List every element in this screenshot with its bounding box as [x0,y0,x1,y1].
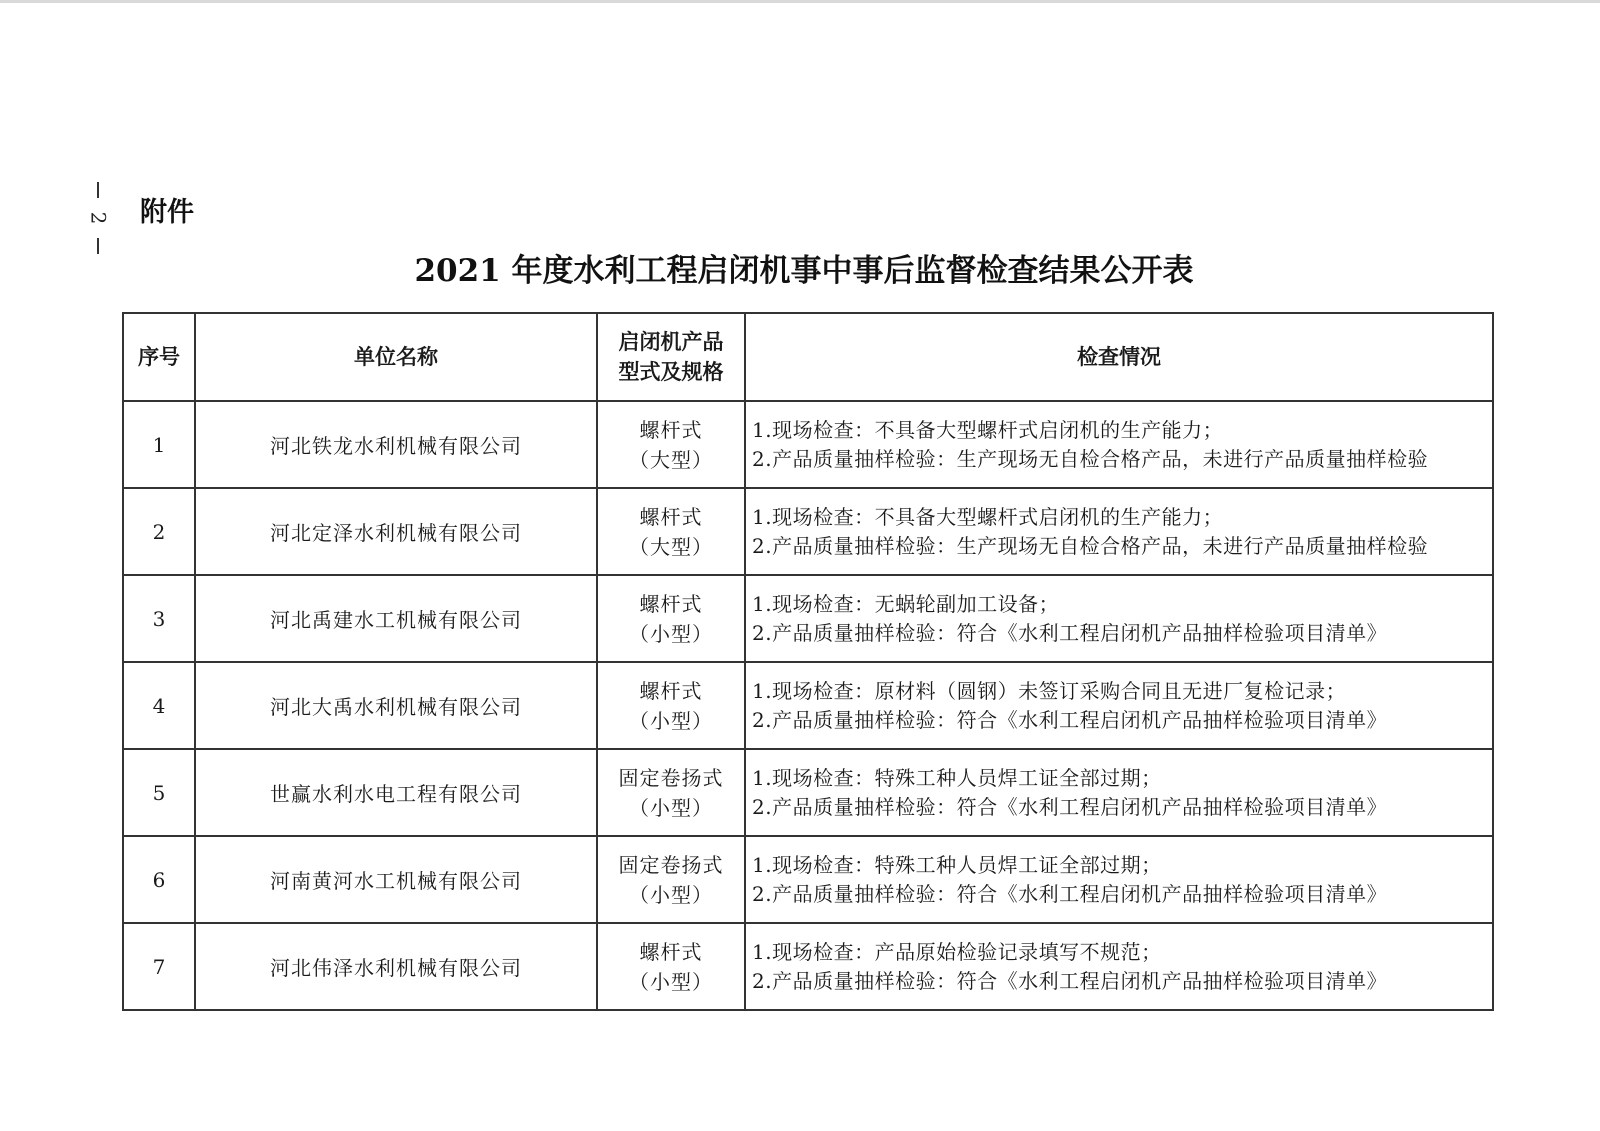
row-inspection [745,923,1493,1010]
row-type: 螺杆式 [639,939,703,964]
page-top-edge [0,0,1600,3]
row-size: （大型） [629,534,713,559]
row-type: 螺杆式 [639,678,703,703]
header-no: 序号 [123,313,195,401]
row-size: （小型） [629,969,713,994]
table-row [123,836,1493,923]
header-product-type-line1: 启闭机产品 [618,330,724,354]
row-inspection [745,488,1493,575]
row-product-type [597,749,745,836]
page-number-dash-bottom [97,238,99,254]
row-check-onsite: 1.现场检查：无蜗轮副加工设备； [752,591,1060,616]
row-no: 2 [123,488,195,575]
row-unit-name: 河北禹建水工机械有限公司 [195,575,597,662]
table-row [123,488,1493,575]
attachment-label: 附件 [140,197,194,228]
page-number-value: 2 [85,211,110,225]
row-type: 螺杆式 [639,591,703,616]
row-product-type [597,923,745,1010]
row-size: （小型） [629,708,713,733]
row-product-type [597,488,745,575]
row-check-sampling: 2.产品质量抽样检验：符合《水利工程启闭机产品抽样检验项目清单》 [752,968,1388,993]
table-row [123,662,1493,749]
row-type: 螺杆式 [639,504,703,529]
page-number-dash-top [97,182,99,198]
row-check-sampling: 2.产品质量抽样检验：符合《水利工程启闭机产品抽样检验项目清单》 [752,881,1388,906]
row-size: （大型） [629,447,713,472]
row-check-onsite: 1.现场检查：特殊工种人员焊工证全部过期； [752,765,1162,790]
row-check-onsite: 1.现场检查：不具备大型螺杆式启闭机的生产能力； [752,417,1224,442]
row-inspection [745,662,1493,749]
row-inspection [745,749,1493,836]
row-check-sampling: 2.产品质量抽样检验：符合《水利工程启闭机产品抽样检验项目清单》 [752,707,1388,732]
row-unit-name: 河北铁龙水利机械有限公司 [195,401,597,488]
row-no: 1 [123,401,195,488]
row-unit-name: 河北定泽水利机械有限公司 [195,488,597,575]
table-header-row [123,313,1493,401]
table-row [123,749,1493,836]
row-unit-name: 世赢水利水电工程有限公司 [195,749,597,836]
header-product-type [597,313,745,401]
row-unit-name: 河南黄河水工机械有限公司 [195,836,597,923]
row-unit-name: 河北大禹水利机械有限公司 [195,662,597,749]
header-inspection: 检查情况 [745,313,1493,401]
row-inspection [745,836,1493,923]
row-product-type [597,662,745,749]
row-check-onsite: 1.现场检查：不具备大型螺杆式启闭机的生产能力； [752,504,1224,529]
row-type: 螺杆式 [639,417,703,442]
table-row [123,401,1493,488]
row-type: 固定卷扬式 [618,765,724,790]
document-title: 2021 年度水利工程启闭机事中事后监督检查结果公开表 [414,253,1194,289]
row-no: 4 [123,662,195,749]
row-check-sampling: 2.产品质量抽样检验：生产现场无自检合格产品，未进行产品质量抽样检验 [752,446,1429,471]
results-table [122,312,1494,1011]
row-size: （小型） [629,795,713,820]
row-unit-name: 河北伟泽水利机械有限公司 [195,923,597,1010]
row-no: 5 [123,749,195,836]
row-check-onsite: 1.现场检查：特殊工种人员焊工证全部过期； [752,852,1162,877]
row-check-sampling: 2.产品质量抽样检验：生产现场无自检合格产品，未进行产品质量抽样检验 [752,533,1429,558]
row-check-sampling: 2.产品质量抽样检验：符合《水利工程启闭机产品抽样检验项目清单》 [752,620,1388,645]
row-size: （小型） [629,621,713,646]
page-number [85,178,110,258]
row-product-type [597,575,745,662]
row-no: 3 [123,575,195,662]
header-unit-name: 单位名称 [195,313,597,401]
row-inspection [745,575,1493,662]
table-row [123,923,1493,1010]
row-check-onsite: 1.现场检查：产品原始检验记录填写不规范； [752,939,1162,964]
table-row [123,575,1493,662]
row-inspection [745,401,1493,488]
header-product-type-line2: 型式及规格 [618,360,724,384]
row-product-type [597,836,745,923]
row-product-type [597,401,745,488]
row-size: （小型） [629,882,713,907]
row-type: 固定卷扬式 [618,852,724,877]
row-no: 6 [123,836,195,923]
row-no: 7 [123,923,195,1010]
row-check-sampling: 2.产品质量抽样检验：符合《水利工程启闭机产品抽样检验项目清单》 [752,794,1388,819]
row-check-onsite: 1.现场检查：原材料（圆钢）未签订采购合同且无进厂复检记录； [752,678,1347,703]
